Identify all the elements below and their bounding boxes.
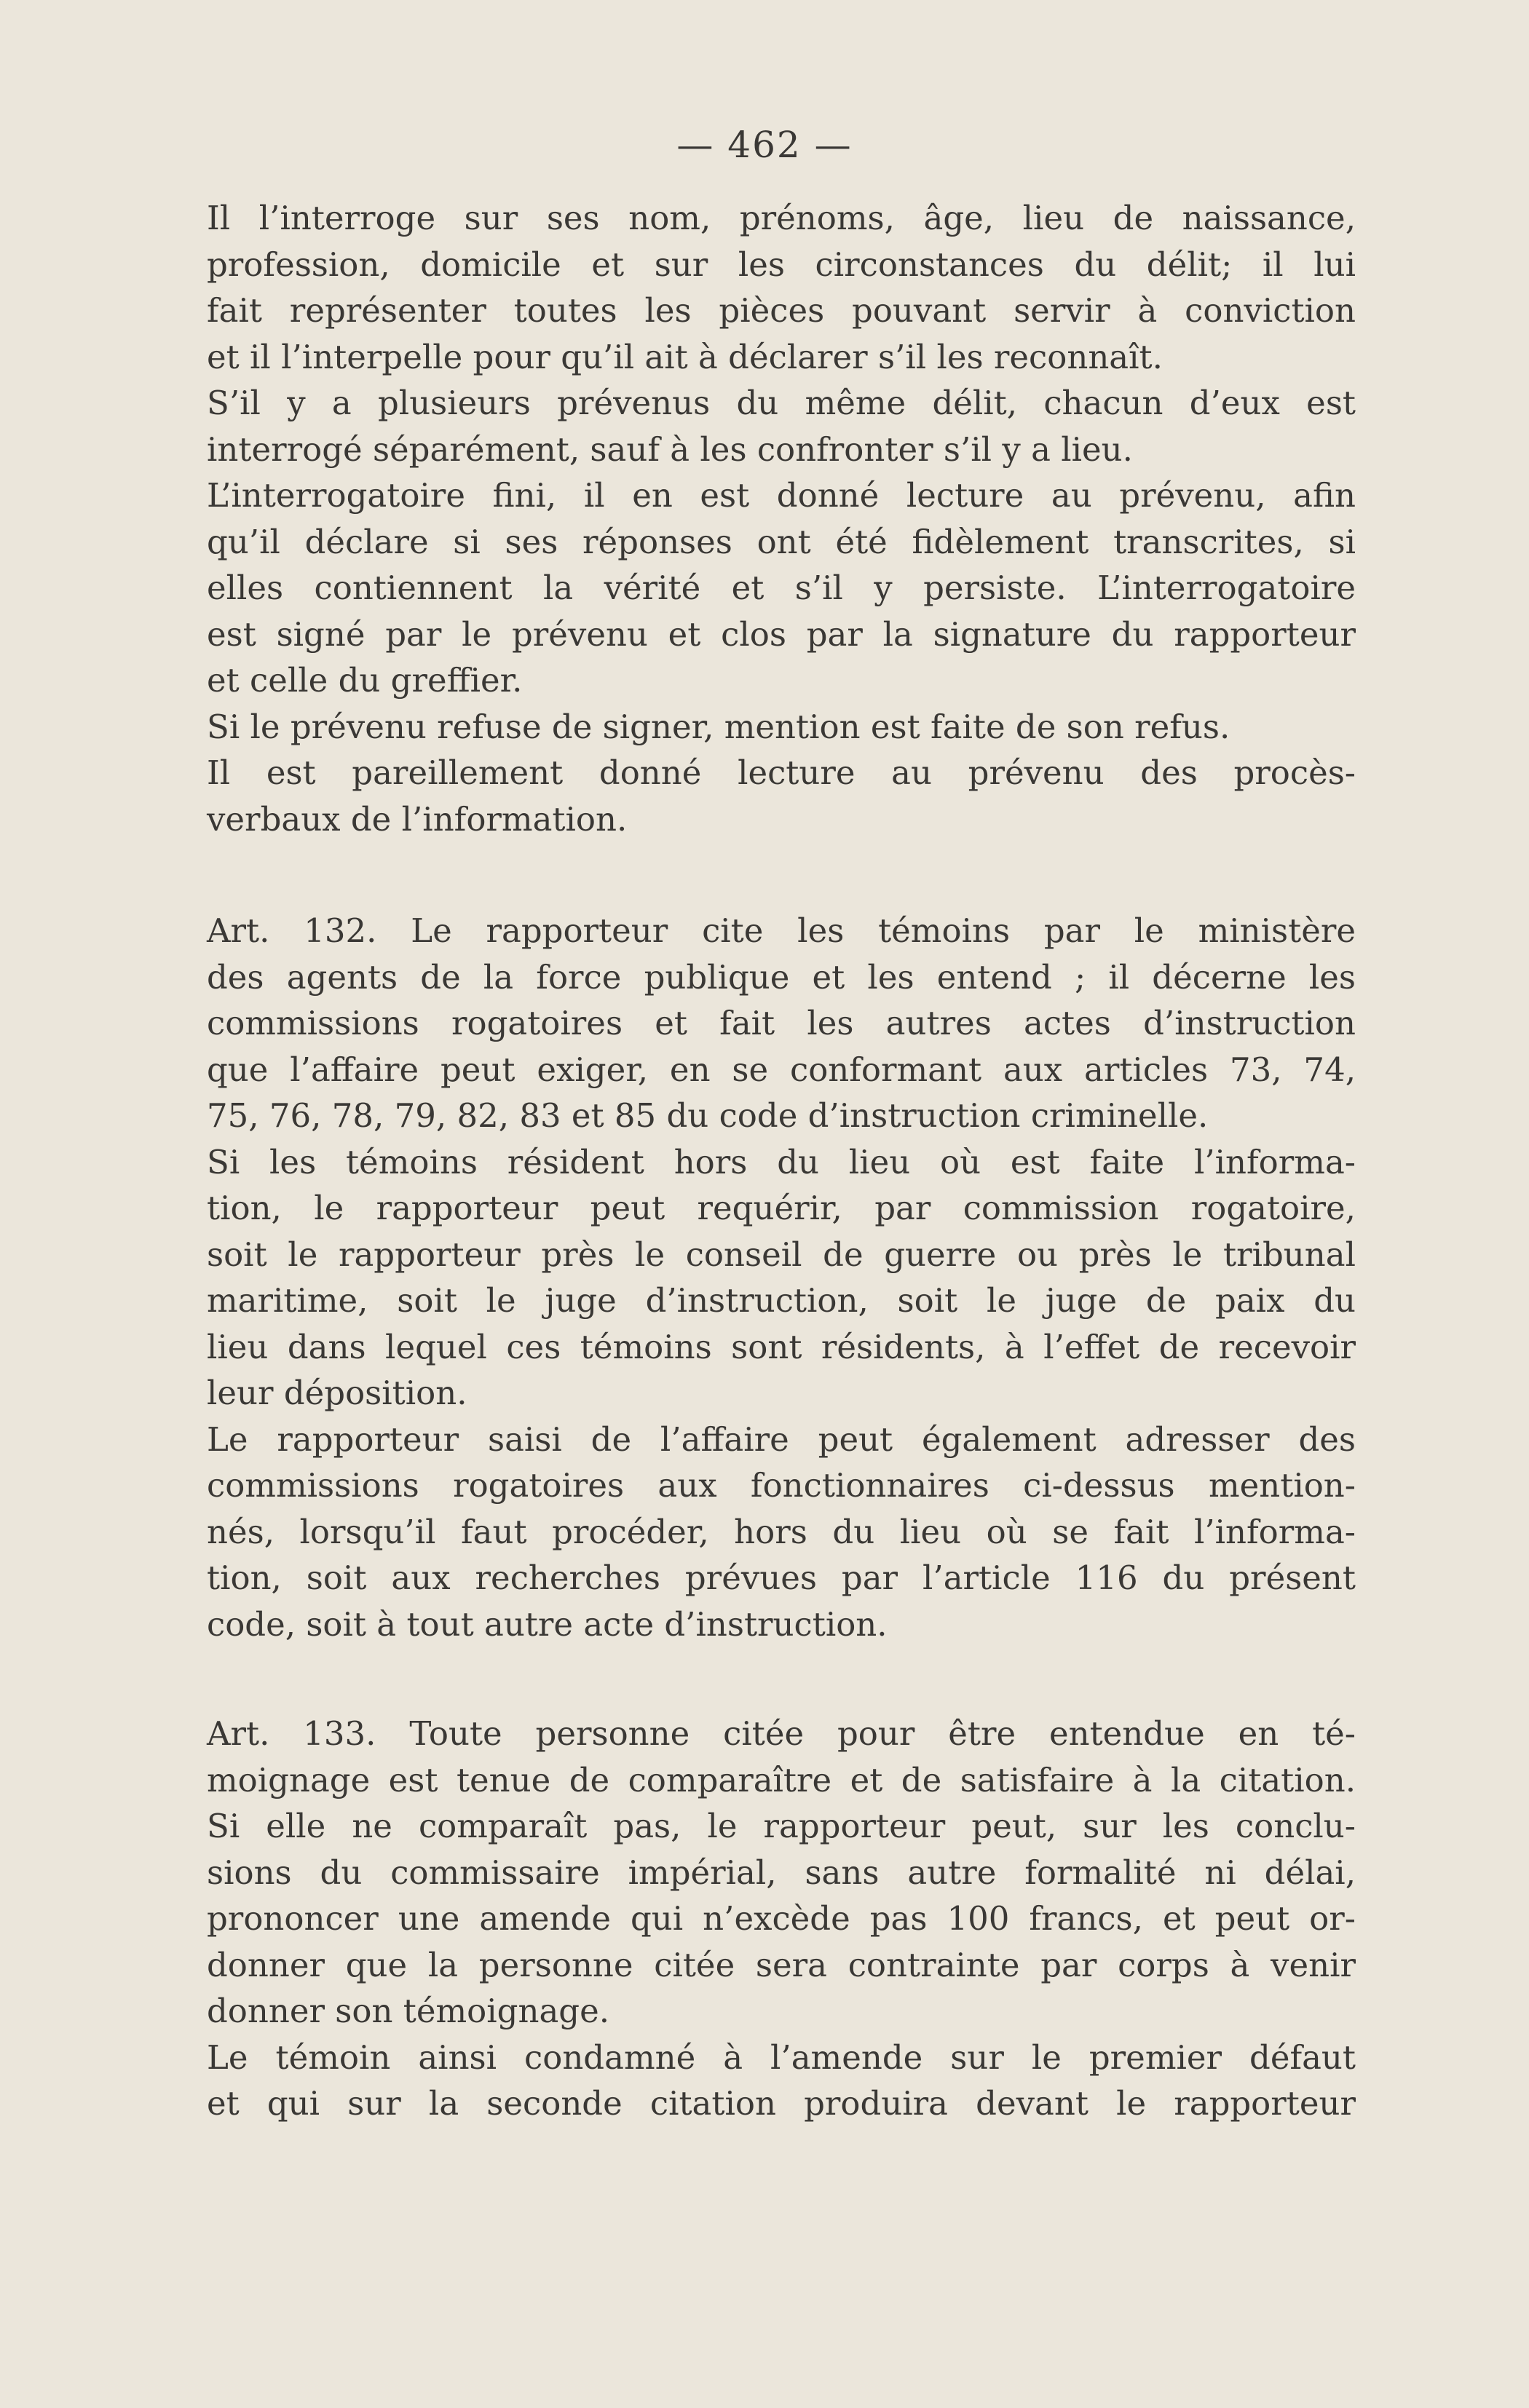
- text-line: soit le rapporteur près le conseil de guerre ou près le tribunal: [207, 1235, 1356, 1274]
- text-line: fait représenter toutes les pièces pouvant servir à conviction: [207, 291, 1356, 330]
- text-line: est signé par le prévenu et clos par la signature du rapporteur: [207, 614, 1356, 654]
- paragraph: [162, 750, 1356, 842]
- paragraph: [162, 380, 1356, 472]
- text-line: prononcer une amende qui n’excède pas 100 francs, et peut or-: [207, 1899, 1356, 1938]
- text-line: sions du commissaire impérial, sans autre formalité ni délai,: [207, 1853, 1356, 1892]
- text-line: lieu dans lequel ces témoins sont résidents, à l’effet de recevoir: [207, 1327, 1356, 1366]
- text-line: et celle du greffier.: [207, 661, 523, 700]
- paragraph: [162, 1139, 1356, 1417]
- text-line: profession, domicile et sur les circonstances du délit; il lui: [207, 245, 1356, 284]
- text-line: Art. 132. Le rapporteur cite les témoins par le ministère: [207, 911, 1356, 950]
- text-line: nés, lorsqu’il faut procéder, hors du lieu où se fait l’informa-: [207, 1512, 1356, 1551]
- text-block-interrogation: [162, 195, 1356, 842]
- text-line: Art. 133. Toute personne citée pour être entendue en té-: [207, 1714, 1356, 1753]
- text-line: leur déposition.: [207, 1374, 467, 1412]
- page-number: — 462 —: [676, 124, 853, 166]
- paragraph: [162, 908, 1356, 1139]
- text-line: Il est pareillement donné lecture au prévenu des procès-: [207, 753, 1356, 792]
- text-line: Si les témoins résident hors du lieu où est faite l’informa-: [207, 1142, 1356, 1181]
- text-line: Il l’interroge sur ses nom, prénoms, âge, lieu de naissance,: [207, 199, 1356, 237]
- text-block-article-132: [162, 908, 1356, 1647]
- text-line: L’interrogatoire fini, il en est donné lecture au prévenu, afin: [207, 476, 1356, 515]
- text-line: Si le prévenu refuse de signer, mention est faite de son refus.: [207, 707, 1230, 746]
- text-line: maritime, soit le juge d’instruction, soit le juge de paix du: [207, 1281, 1356, 1320]
- text-line: des agents de la force publique et les entend ; il décerne les: [207, 957, 1356, 997]
- paragraph: [162, 1711, 1356, 2035]
- paragraph: [162, 1417, 1356, 1648]
- paragraph: [162, 2035, 1356, 2127]
- text-line: elles contiennent la vérité et s’il y persiste. L’interrogatoire: [207, 569, 1356, 607]
- text-line: qu’il déclare si ses réponses ont été fidèlement transcrites, si: [207, 522, 1356, 561]
- text-line: Si elle ne comparaît pas, le rapporteur peut, sur les conclu-: [207, 1807, 1356, 1845]
- text-line: Le rapporteur saisi de l’affaire peut également adresser des: [207, 1419, 1356, 1459]
- text-line: tion, soit aux recherches prévues par l’article 116 du présent: [207, 1559, 1356, 1597]
- text-line: code, soit à tout autre acte d’instruction.: [207, 1604, 888, 1644]
- text-line: moignage est tenue de comparaître et de satisfaire à la citation.: [207, 1760, 1356, 1799]
- text-line: S’il y a plusieurs prévenus du même délit, chacun d’eux est: [207, 384, 1356, 422]
- text-line: que l’affaire peut exiger, en se conformant aux articles 73, 74,: [207, 1050, 1356, 1089]
- paragraph: [162, 195, 1356, 380]
- text-line: et il l’interpelle pour qu’il ait à déclarer s’il les reconnaît.: [207, 337, 1163, 376]
- text-line: verbaux de l’information.: [207, 799, 628, 839]
- text-line: et qui sur la seconde citation produira devant le rapporteur: [207, 2084, 1356, 2123]
- text-line: donner son témoignage.: [207, 1992, 610, 2030]
- text-line: 75, 76, 78, 79, 82, 83 et 85 du code d’instruction criminelle.: [207, 1096, 1209, 1135]
- text-line: Le témoin ainsi condamné à l’amende sur le premier défaut: [207, 2037, 1356, 2077]
- text-line: commissions rogatoires et fait les autres actes d’instruction: [207, 1004, 1356, 1042]
- text-block-article-133: [162, 1711, 1356, 2127]
- text-line: tion, le rapporteur peut requérir, par commission rogatoire,: [207, 1189, 1356, 1227]
- paragraph: [162, 472, 1356, 704]
- text-line: donner que la personne citée sera contrainte par corps à venir: [207, 1945, 1356, 1984]
- text-line: interrogé séparément, sauf à les confronter s’il y a lieu.: [207, 429, 1133, 469]
- text-line: commissions rogatoires aux fonctionnaires ci-dessus mention-: [207, 1466, 1356, 1505]
- paragraph: [162, 704, 1356, 750]
